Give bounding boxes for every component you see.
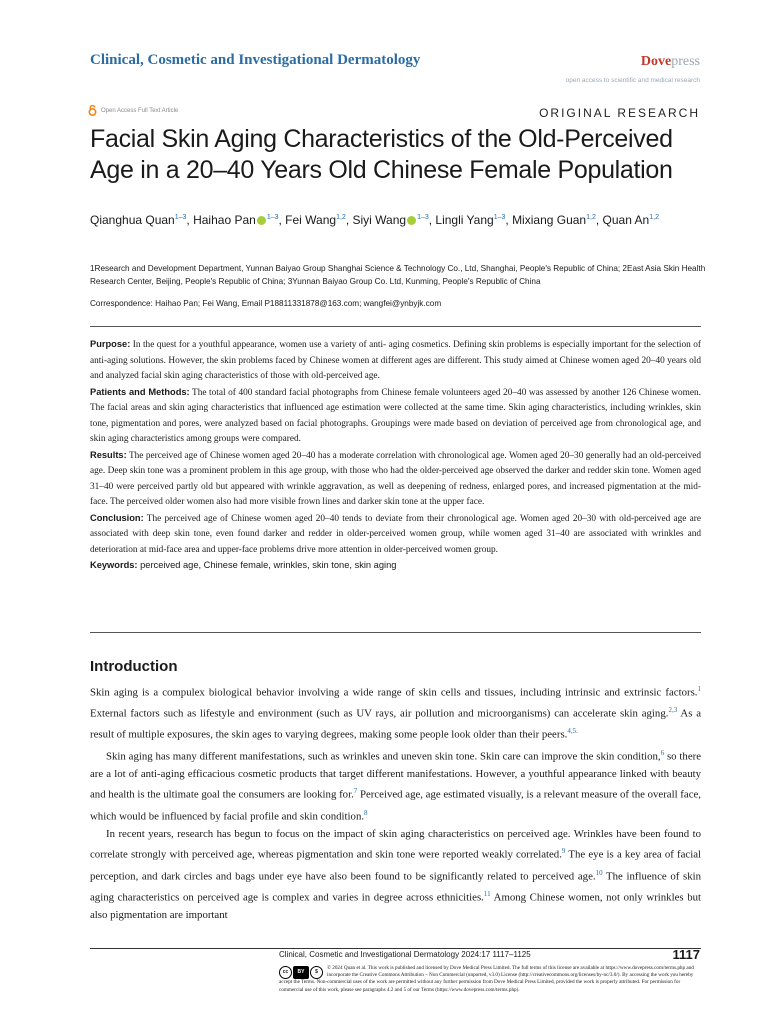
license-text: cc BY $ © 2024 Quan et al. This work is published and licensed by Dove Medical Press Limited. The full terms of this license are available at https://www.dovepress.com/terms.php and incorporate the Creative Commons Attribution – Non Commercial (unported, v3.0) License (http://creativecommons.org/licenses/by-nc/3.0/). By accessing the work you hereby accept the Terms. Non-commercial uses of the work are permitted without any further permission from Dove Medical Press Limited, provided the work is properly attributed. For permission for commercial use of this work, please see paragraphs 4.2 and 5 of our Terms (https://www.dovepress.com/terms.php). [279,965,694,993]
creative-commons-icon[interactable]: cc BY $ [279,966,323,979]
article-title: Facial Skin Aging Characteristics of the Old-Perceived Age in a 20–40 Years Old Chinese Female Population [90,125,673,184]
publisher-name-b: press [671,54,700,69]
affiliations: 1Research and Development Department, Yunnan Baiyao Group Shanghai Science & Technology Co., Ltd, Shanghai, People's Republic of China; 2East Asia Skin Health Research Center, Beijing, People's Republic of China; 3Yunnan Baiyao Group Co. Ltd, Kunming, People's Republic of China [90,264,706,286]
author-affiliation-ref: 1,2 [649,214,659,221]
footer-citation: Clinical, Cosmetic and Investigational Dermatology 2024:17 1117–1125 [279,950,531,959]
author-list: Qianghua Quan$^{1-3}$, Haihao Pan $^{1-3}$, Fei Wang$^{1,2}$, Siyi Wang $^{1-3}$, Lingli Yang$^{1-3}$, Mixiang Guan$^{1,2}$, Quan An$^{1,2}$ [90,213,659,227]
author-affiliation-ref: 1–3 [266,214,279,221]
intro-paragraph-1: Skin aging is a compulex biological behavior involving a wide range of skin cells and tissues, including intrinsic and extrinsic factors.$^1$ External factors such as lifestyle and environment (such as UV rays, air pollution and microorganisms) can accelerate skin aging.$^{2,3}$ As a result of multiple exposures, the skin ages to varying degrees, making some people look older than their peers.$^{4,5.}$ [90,685,701,741]
author-affiliation-ref: 1–3 [493,214,506,221]
citation-ref[interactable]: 9 [561,847,566,856]
orcid-icon[interactable] [257,216,266,225]
author-name[interactable]: Fei Wang [285,213,337,227]
introduction-body [90,681,701,924]
open-access-label: Open Access Full Text Article [101,107,179,114]
open-access-icon [88,105,97,116]
author-name[interactable]: Mixiang Guan [512,213,587,227]
author-name[interactable]: Quan An [602,213,650,227]
abstract-conclusion: Conclusion: The perceived age of Chinese women aged 20–40 tends to deviate from their chronological age. Women aged 20–30 with old-perceived age are associated with deep skin tone, even found darker and redder in older-perceived women group, while women aged 31–40 are associated with wrinkles and deterioration at mid-face area and upper-face problems drive more attention in older-perceived women group. [90,512,701,555]
section-heading-introduction: Introduction [90,658,178,675]
page-number: 1117 [672,947,700,962]
open-access-badge [88,105,178,116]
author-name[interactable]: Siyi Wang [352,213,407,227]
publisher-tagline: open access to scientific and medical research [565,77,700,84]
article-type: ORIGINAL RESEARCH [539,106,700,120]
author-affiliation-ref: 1–3 [174,214,187,221]
author-name[interactable]: Qianghua Quan [90,213,175,227]
author-affiliation-ref: 1,2 [336,214,346,221]
abstract-purpose: Purpose: In the quest for a youthful appearance, women use a variety of anti- aging cosmetics. Defining skin problems is especially important for the selection of anti-aging solutions. However, the skin problems faced by Chinese women at different ages are different. This study aimed at Chinese women aged 20–40 years old and analyzed facial skin aging characteristics of those with old-perceived age. [90,339,701,381]
author-affiliation-ref: 1,2 [586,214,596,221]
orcid-icon[interactable] [407,216,416,225]
citation-ref[interactable]: 4,5. [567,727,578,736]
author-name[interactable]: Haihao Pan [193,213,256,227]
author-name[interactable]: Lingli Yang [435,213,494,227]
citation-ref[interactable]: 1 [697,685,701,693]
journal-title[interactable]: Clinical, Cosmetic and Investigational Dermatology [90,52,421,68]
abstract-results: Results: The perceived age of Chinese women aged 20–40 has a moderate correlation with chronological age. Women aged 20–30 generally had an old-perceived age. Deep skin tone was a prominent problem in this age group, with those who had the older-perceived age observed the darker and redder skin tone. Women aged 31–40 were perceived partly old but appeared with wrinkle aggravation, as well as deepening of redness, enlarged pores, and increased pigmentation at the mid-face. The perceived older women also had more visible frown lines and darker skin tone at the upper face. [90,449,701,507]
abstract-bottom-rule [90,632,701,633]
intro-paragraph-3: In recent years, research has begun to focus on the impact of skin aging characteristics on perceived age. Wrinkles have been found to correlate strongly with perceived age, whereas pigmentation and skin tone were reported weakly correlated.$^9$ The eye is a key area of facial perception, and dark circles and bags under eye have also been found to be significantly related to perceived age.$^{10}$ The influence of skin aging characteristics on perceived age is complex and varies in degree across ethnicities.$^{11}$ Among Chinese women, not only wrinkles but also pigmentation are important [90,827,702,921]
publisher-name-a: Dove [640,54,672,69]
citation-ref[interactable]: 2,3 [668,706,678,715]
abstract-top-rule [90,326,701,327]
citation-ref[interactable]: 7 [353,787,358,796]
citation-ref[interactable]: 11 [483,889,491,898]
citation-ref[interactable]: 10 [595,868,603,877]
abstract-methods: Patients and Methods: The total of 400 standard facial photographs from Chinese female volunteers aged 20–40 was assessed by another 126 Chinese women. The facial areas and skin aging characteristics that influenced age estimation were collected at the same time. Skin aging characteristics, including wrinkles, skin tone, pigmentation and pores, were analyzed based on facial photographs. Groupings were made based on deviation of perceived age from chronological age, and skin aging characteristics among groups were compared. [90,386,701,444]
publisher-logo[interactable] [641,54,700,70]
citation-ref[interactable]: 8 [364,808,368,817]
intro-paragraph-2: Skin aging has many different manifestations, such as wrinkles and uneven skin tone. Skin care can improve the skin condition,$^6$ so there are a lot of anti-aging efficacious cosmetic products that target different manifestations. However, a youthful appearance linked with beauty and health is the ultimate goal the consumers are looking for.$^7$ Perceived age, age estimated visually, is a relevant measure of the overall face, which would be influenced by facial profile and skin condition.$^8$ [90,748,701,823]
correspondence: Correspondence: Haihao Pan; Fei Wang, Email P18811331878@163.com; wangfei@ynbyjk.com [90,299,442,308]
keywords: Keywords: perceived age, Chinese female, wrinkles, skin tone, skin aging [90,560,397,570]
author-affiliation-ref: 1–3 [417,214,429,221]
abstract [90,337,701,574]
footer-rule [90,948,701,949]
citation-ref[interactable]: 6 [660,748,665,757]
